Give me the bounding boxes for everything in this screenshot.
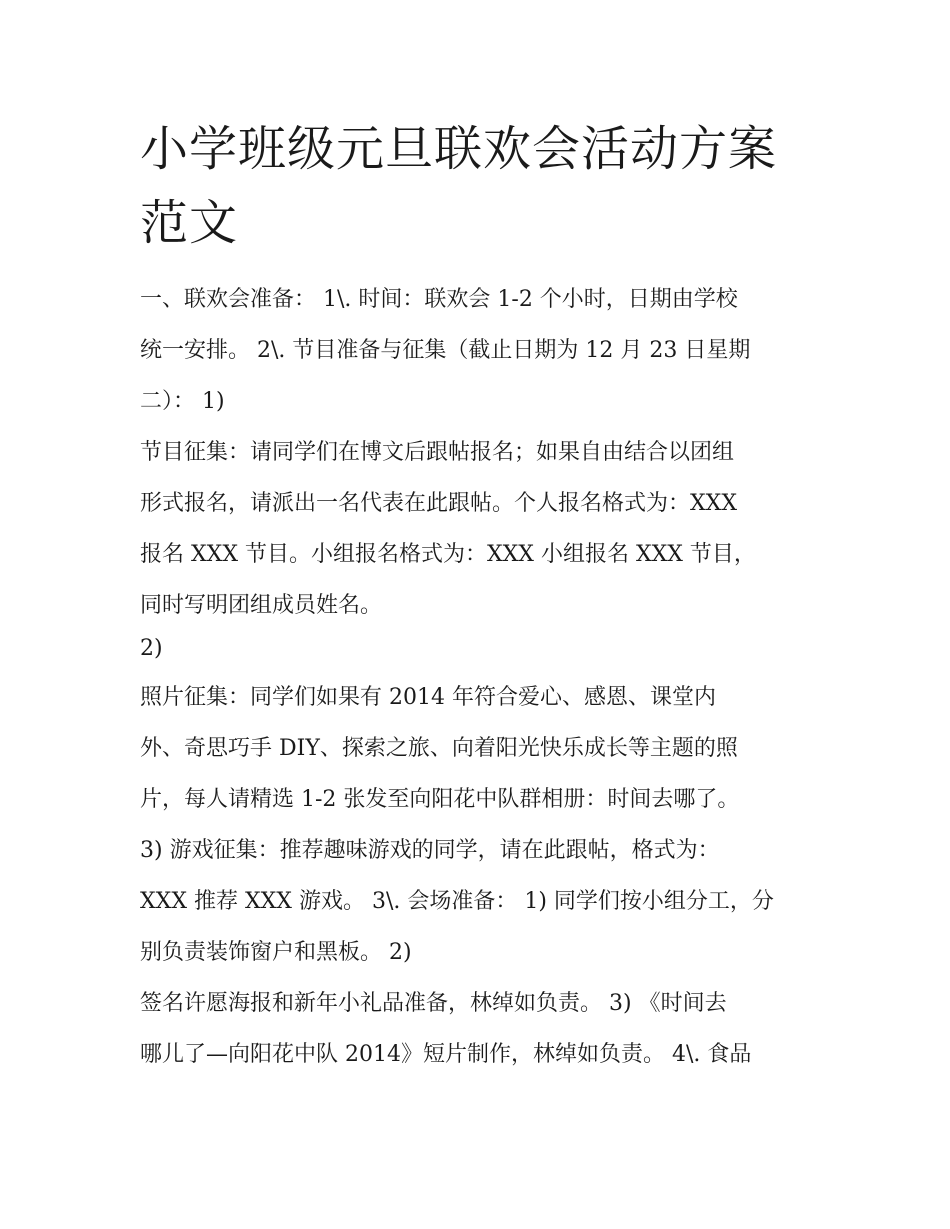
body-line-1: 一、联欢会准备： 1\. 时间：联欢会 1-2 个小时，日期由学校 xyxy=(140,287,738,312)
body-line-3: 二）： 1) xyxy=(140,389,225,414)
body-line-11: 片，每人请精选 1-2 张发至向阳花中队群相册：时间去哪了。 xyxy=(140,787,740,812)
body-line-15: 签名许愿海报和新年小礼品准备，林绰如负责。 3) 《时间去 xyxy=(140,991,727,1016)
body-line-6: 报名 XXX 节目。小组报名格式为：XXX 小组报名 XXX 节目， xyxy=(140,542,756,567)
body-line-4: 节目征集：请同学们在博文后跟帖报名；如果自由结合以团组 xyxy=(140,440,735,465)
title-line-2: 范文 xyxy=(140,195,239,251)
body-line-12: 3) 游戏征集：推荐趣味游戏的同学，请在此跟帖，格式为： xyxy=(140,838,720,863)
body-line-8: 2) xyxy=(140,636,163,661)
body-line-9: 照片征集：同学们如果有 2014 年符合爱心、感恩、课堂内 xyxy=(140,685,716,710)
body-line-13: XXX 推荐 XXX 游戏。 3\. 会场准备： 1) 同学们按小组分工，分 xyxy=(140,889,774,914)
body-line-10: 外、奇思巧手 DIY、探索之旅、向着阳光快乐成长等主题的照 xyxy=(140,736,738,761)
body-line-16: 哪儿了—向阳花中队 2014》短片制作，林绰如负责。 4\. 食品 xyxy=(140,1042,752,1067)
body-line-7: 同时写明团组成员姓名。 xyxy=(140,593,383,618)
body-line-5: 形式报名，请派出一名代表在此跟帖。个人报名格式为：XXX xyxy=(140,491,737,516)
body-line-14: 别负责装饰窗户和黑板。 2) xyxy=(140,940,412,965)
body-line-2: 统一安排。 2\. 节目准备与征集（截止日期为 12 月 23 日星期 xyxy=(140,338,751,363)
title-line-1: 小学班级元旦联欢会活动方案 xyxy=(140,121,778,177)
